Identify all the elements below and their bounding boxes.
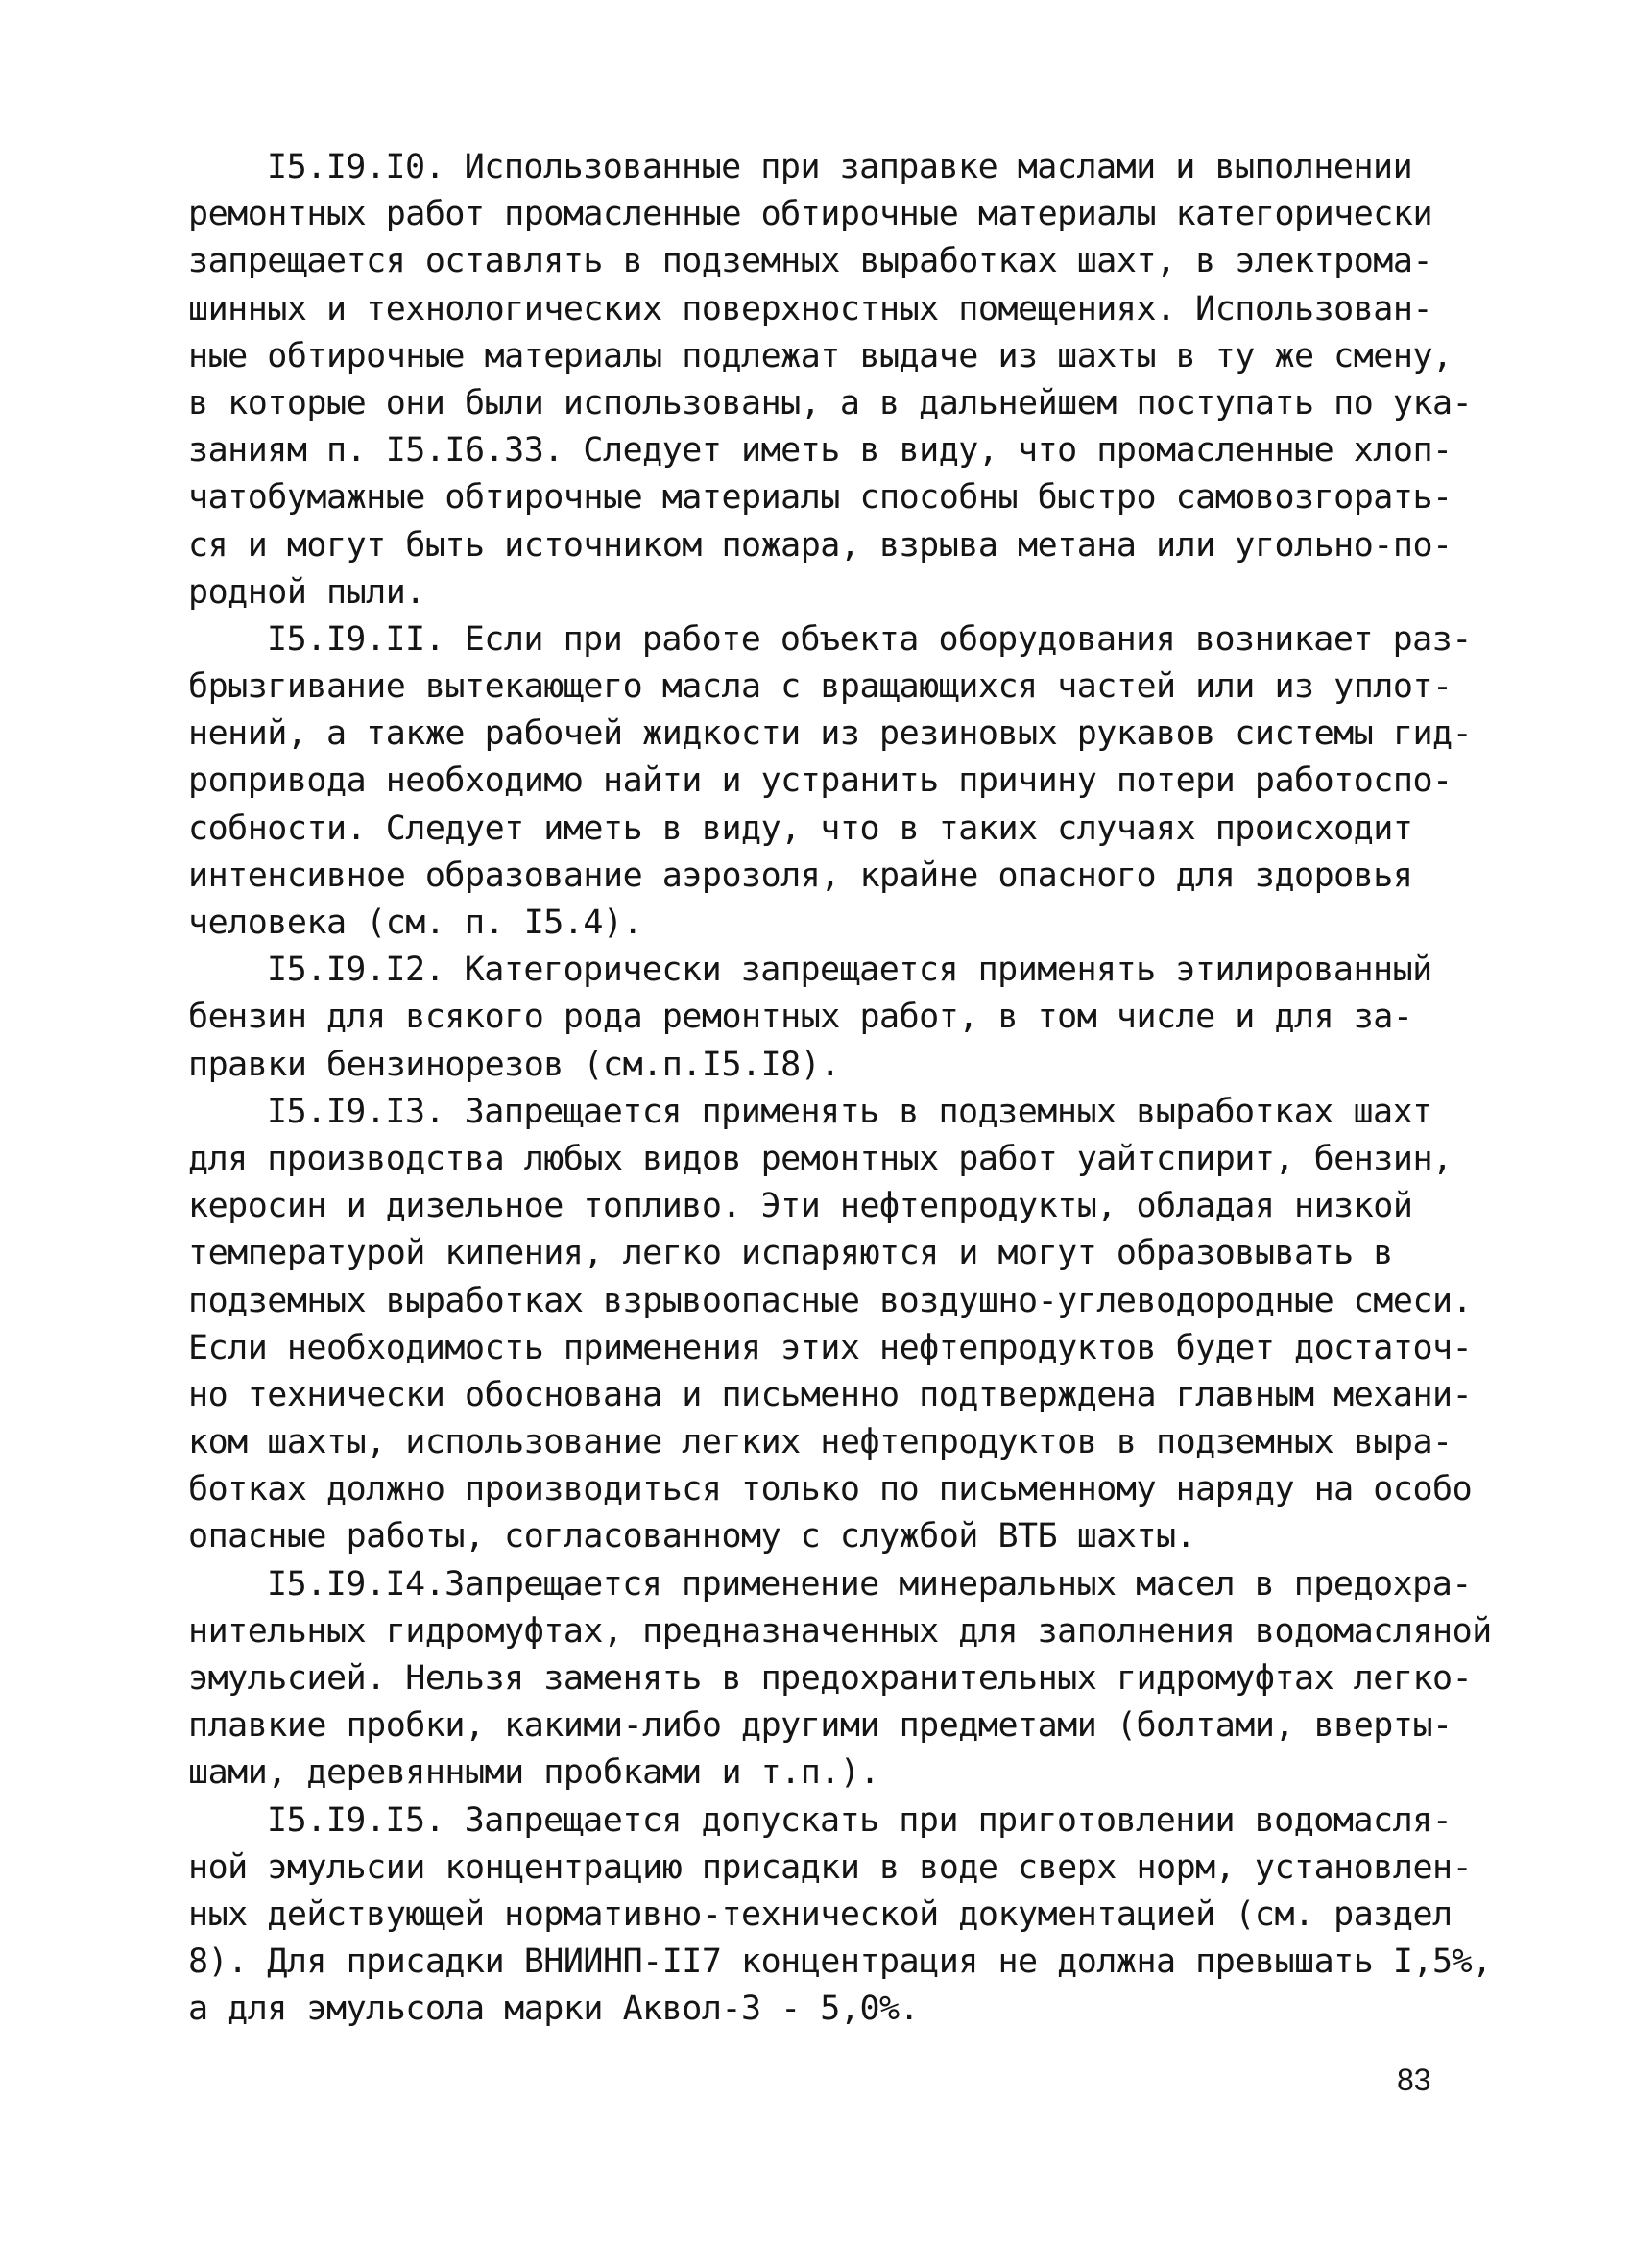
text-line: но технически обоснована и письменно подтверждена главным механи- [188,1375,1473,1414]
text-line: 8). Для присадки ВНИИНП-II7 концентрация не должна превышать I,5%, [188,1942,1492,1982]
text-line: керосин и дизельное топливо. Эти нефтепродукты, обладая низкой [188,1187,1413,1226]
text-line: брызгивание вытекающего масла с вращающихся частей или из уплот- [188,667,1453,707]
text-line: подземных выработках взрывоопасные воздушно-углеводородные смеси. [188,1281,1473,1320]
text-line: плавкие пробки, какими-либо другими предметами (болтами, вверты- [188,1706,1453,1746]
text-line: в которые они были использованы, а в дальнейшем поступать по ука- [188,383,1473,422]
page-number: 83 [1397,2063,1431,2097]
text-line: I5.I9.I2. Категорически запрещается применять этилированный [267,951,1432,990]
text-line: ся и могут быть источником пожара, взрыва метана или угольно-по- [188,525,1453,565]
text-line: опасные работы, согласованному с службой ВТБ шахты. [188,1517,1196,1556]
text-line: запрещается оставлять в подземных выработках шахт, в электрома- [188,242,1433,281]
text-line: ной эмульсии концентрацию присадки в воде сверх норм, установлен- [188,1847,1473,1887]
text-line: I5.I9.II. Если при работе объекта оборудования возникает раз- [267,619,1472,659]
text-line: I5.I9.I0. Использованные при заправке маслами и выполнении [267,148,1413,186]
text-line: заниям п. I5.I6.33. Следует иметь в виду, что промасленные хлоп- [188,431,1453,470]
text-line: ропривода необходимо найти и устранить причину потери работоспо- [188,761,1453,801]
text-line: температурой кипения, легко испаряются и могут образовывать в [188,1234,1393,1273]
text-line: родной пыли. [188,572,425,612]
text-line: I5.I9.I5. Запрещается допускать при приготовлении водомасля- [267,1800,1453,1840]
text-line: а для эмульсола марки Аквол-3 - 5,0%. [188,1990,920,2029]
text-line: нений, а также рабочей жидкости из резиновых рукавов системы гид- [188,714,1473,754]
text-line: бензин для всякого рода ремонтных работ, в том числе и для за- [188,998,1413,1037]
text-line: собности. Следует иметь в виду, что в таких случаях происходит [188,808,1413,848]
text-line: правки бензинорезов (см.п.I5.I8). [188,1045,840,1084]
text-line: интенсивное образование аэрозоля, крайне опасного для здоровья [188,856,1413,895]
text-line: ботках должно производиться только по письменному наряду на особо [188,1470,1473,1509]
text-line: Если необходимость применения этих нефтепродуктов будет достаточ- [188,1328,1473,1367]
text-line: ремонтных работ промасленные обтирочные материалы категорически [188,195,1433,234]
text-line: для производства любых видов ремонтных работ уайтспирит, бензин, [188,1139,1453,1178]
text-line: нительных гидромуфтах, предназначенных для заполнения водомасляной [188,1611,1492,1651]
text-line: человека (см. п. I5.4). [188,904,643,942]
text-line: эмульсией. Нельзя заменять в предохранительных гидромуфтах легко- [188,1659,1473,1698]
text-line: ных действующей нормативно-технической документацией (см. раздел [188,1894,1453,1934]
text-line: I5.I9.I4.Запрещается применение минеральных масел в предохра- [267,1564,1472,1604]
text-line: чатобумажные обтирочные материалы способны быстро самовозгорать- [188,478,1453,518]
text-line: шинных и технологических поверхностных помещениях. Использован- [188,289,1433,328]
text-line: ком шахты, использование легких нефтепродуктов в подземных выра- [188,1423,1453,1462]
body-text [188,144,1492,2034]
text-line: шами, деревянными пробками и т.п.). [188,1753,880,1793]
text-line: ные обтирочные материалы подлежат выдаче из шахты в ту же смену, [188,336,1453,375]
text-line: I5.I9.I3. Запрещается применять в подземных выработках шахт [267,1092,1432,1131]
